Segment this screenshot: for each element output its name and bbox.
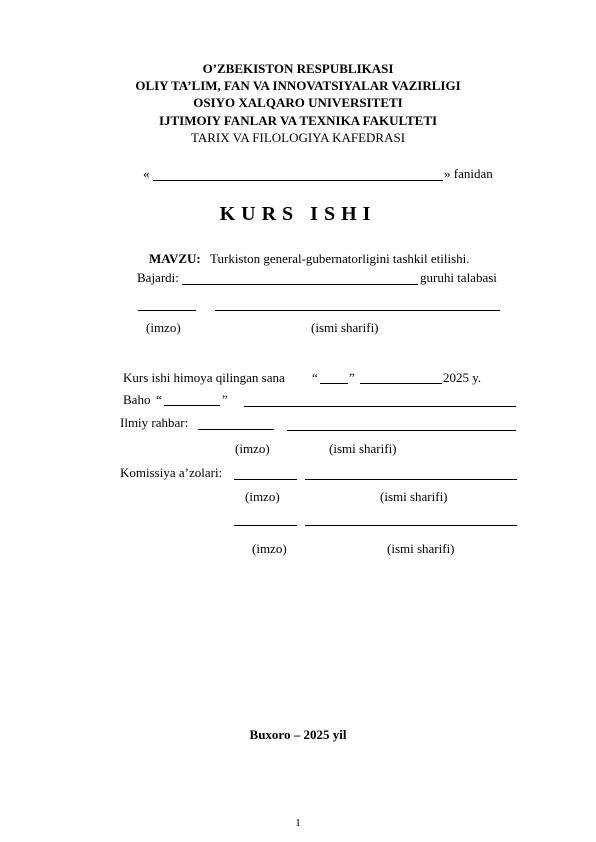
ministry-heading: OLIY TA’LIM, FAN VA INNOVATSIYALAR VAZIRLIGI bbox=[135, 78, 461, 93]
commission-label: Komissiya a’zolari: bbox=[120, 465, 223, 480]
topic-label: MAVZU: bbox=[149, 251, 201, 266]
grade-words-line bbox=[244, 406, 516, 407]
page-number: 1 bbox=[295, 817, 301, 829]
supervisor-name-caption: (ismi sharifi) bbox=[329, 441, 397, 456]
supervisor-signature-caption: (imzo) bbox=[235, 441, 270, 456]
subject-suffix: » fanidan bbox=[444, 166, 493, 181]
grade-close-quote: ” bbox=[222, 392, 228, 407]
commission-name-line-2 bbox=[305, 525, 517, 526]
faculty-heading: IJTIMOIY FANLAR VA TEXNIKA FAKULTETI bbox=[158, 113, 438, 128]
defense-year-suffix: 2025 y. bbox=[443, 370, 482, 385]
commission-name-caption-2: (ismi sharifi) bbox=[387, 541, 455, 556]
commission-signature-line-1 bbox=[234, 479, 297, 480]
defense-month-line bbox=[360, 383, 442, 384]
supervisor-signature-line bbox=[198, 429, 274, 430]
department-heading: TARIX VA FILOLOGIYA KAFEDRASI bbox=[190, 130, 406, 145]
defense-day-open-quote: “ bbox=[312, 370, 318, 385]
commission-signature-line-2 bbox=[234, 525, 297, 526]
defense-date-label: Kurs ishi himoya qilingan sana bbox=[123, 370, 285, 385]
republic-heading: O’ZBEKISTON RESPUBLIKASI bbox=[202, 61, 394, 76]
grade-blank-line bbox=[164, 405, 220, 406]
subject-blank-line bbox=[153, 180, 443, 181]
university-heading: OSIYO XALQARO UNIVERSITETI bbox=[193, 95, 403, 110]
defense-day-close-quote: ” bbox=[349, 370, 355, 385]
student-signature-caption: (imzo) bbox=[146, 320, 181, 335]
student-signature-line bbox=[138, 310, 196, 311]
commission-signature-caption-2: (imzo) bbox=[252, 541, 287, 556]
student-name-caption: (ismi sharifi) bbox=[311, 320, 379, 335]
group-suffix: guruhi talabasi bbox=[420, 270, 497, 285]
student-name-line bbox=[215, 310, 500, 311]
group-blank-line bbox=[182, 284, 418, 285]
grade-open-quote: “ bbox=[156, 392, 162, 407]
prepared-by-label: Bajardi: bbox=[137, 270, 179, 285]
grade-label: Baho bbox=[123, 392, 151, 407]
defense-day-line bbox=[320, 383, 348, 384]
topic-text: Turkiston general-gubernatorligini tashkil etilishi. bbox=[210, 251, 470, 266]
place-and-year: Buxoro – 2025 yil bbox=[249, 727, 347, 742]
commission-name-caption-1: (ismi sharifi) bbox=[380, 489, 448, 504]
document-title: KURS ISHI bbox=[219, 203, 377, 225]
supervisor-name-line bbox=[287, 430, 516, 431]
commission-name-line-1 bbox=[305, 479, 517, 480]
subject-open-quote: « bbox=[143, 166, 150, 181]
supervisor-label: Ilmiy rahbar: bbox=[120, 415, 189, 430]
commission-signature-caption-1: (imzo) bbox=[245, 489, 280, 504]
